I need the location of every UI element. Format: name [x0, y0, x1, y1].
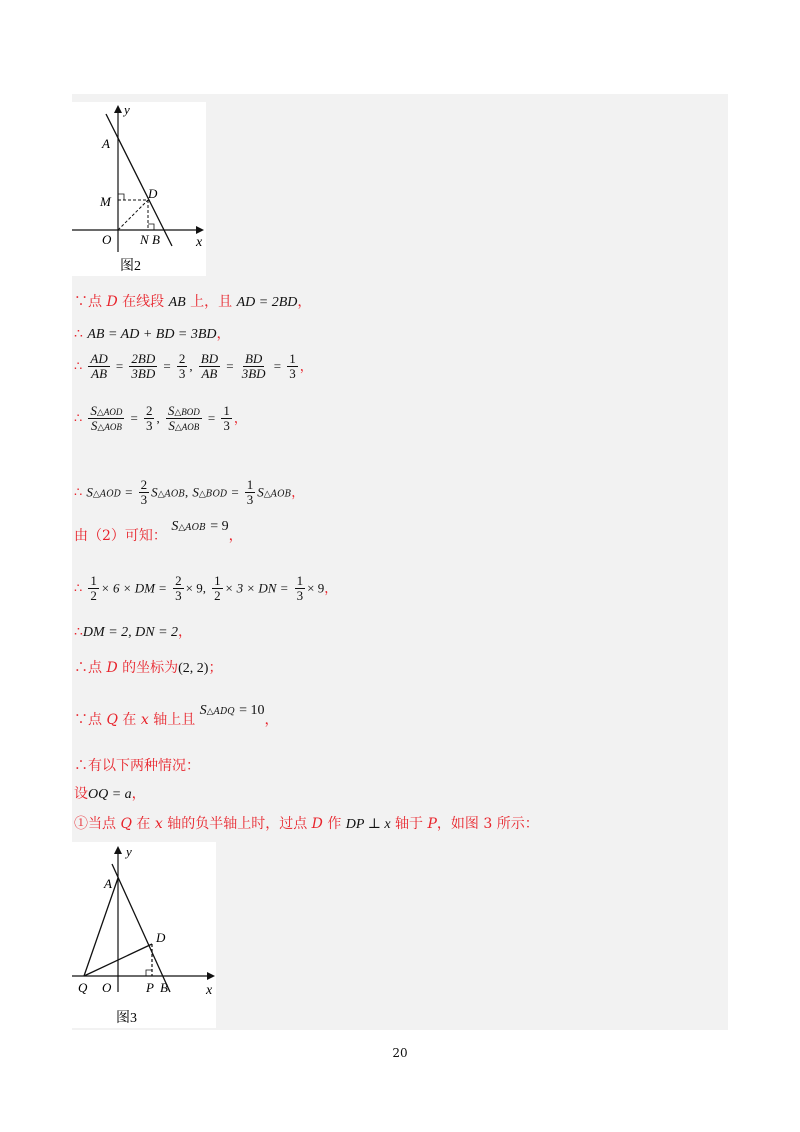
frac-3b: 3 [223, 418, 230, 434]
line-10 [74, 624, 192, 642]
line-7 [74, 574, 337, 604]
eq: = [273, 358, 282, 374]
text-segment: ， [297, 294, 312, 310]
figure-3-diagram [72, 842, 216, 1028]
sep: , [184, 484, 189, 500]
line-4-lead: ∴ [74, 411, 83, 427]
sub-aob2: △AOB [174, 422, 200, 433]
frac-3: 3 [175, 588, 182, 604]
line-13 [74, 758, 200, 775]
text-segment: OQ = a [88, 787, 132, 802]
s-aod: S [90, 403, 97, 418]
sep: , [189, 358, 193, 374]
sub-bod: △BOD [198, 489, 228, 500]
s-aod: S [86, 484, 93, 500]
eq-9: = 9 [210, 519, 229, 534]
eq: = [115, 358, 124, 374]
s-aob: S [90, 418, 98, 434]
line-15 [74, 816, 539, 834]
text-segment: Q [120, 816, 132, 832]
figure-2-diagram [72, 102, 206, 276]
fig2-label-n: N [140, 232, 149, 247]
text-segment: DM = 2, DN = 2 [82, 625, 179, 640]
frac-3b: 3 [289, 366, 296, 382]
eq: = [226, 358, 234, 374]
line-11 [74, 660, 222, 678]
frac-1: 1 [223, 403, 230, 418]
line-7-lead: ∴ [74, 581, 83, 597]
text-segment: 轴于 [390, 816, 428, 832]
fig3-label-x: x [206, 983, 213, 998]
line-6 [74, 519, 243, 546]
s-aob: S [171, 519, 179, 534]
text-segment: 设 [74, 786, 88, 802]
frac-2: 2 [140, 477, 148, 492]
text-segment: ∴点 [74, 660, 107, 676]
fig3-label-p: P [146, 980, 154, 995]
sub-aob: △AOB [157, 489, 185, 500]
s-bod: S [167, 403, 175, 418]
sep: , [156, 410, 160, 426]
page-number: 20 [392, 1046, 408, 1060]
text-segment: ①当点 [74, 816, 121, 832]
text-segment: 的坐标为 [117, 660, 179, 676]
s-bod: S [192, 484, 199, 500]
expr-4: × 9 [307, 580, 325, 596]
fig2-label-o: O [102, 232, 112, 247]
fig3-label-y: y [126, 844, 132, 859]
text-segment: ， [216, 326, 231, 342]
line-1 [74, 294, 311, 312]
text-segment: ， [178, 624, 193, 640]
fig2-label-a: A [102, 136, 110, 151]
text-segment: ∴ [74, 624, 83, 640]
eq: = [125, 484, 133, 500]
text-segment: ∵点 [74, 294, 107, 310]
sub-aob: △AOB [97, 422, 122, 433]
frac-1: 1 [289, 351, 296, 366]
eq: = [231, 484, 239, 500]
fig3-caption: 图3 [116, 1011, 137, 1026]
fig3-label-b: B [160, 980, 168, 995]
text-segment: D [311, 816, 323, 832]
expr-3: × 3 × DN = [224, 580, 289, 596]
text-segment: ， [131, 786, 146, 802]
frac-ab2: AB [201, 366, 218, 382]
text-segment: x [154, 816, 163, 832]
text-segment: AD = 2BD [236, 295, 298, 310]
text-segment: ； [208, 660, 223, 676]
text-segment: AB = AD + BD = 3BD [87, 327, 217, 342]
line-6-lead: 由（2）可知： [74, 528, 167, 544]
text-segment: 在 [131, 816, 155, 832]
text-segment: D [106, 660, 118, 676]
line-12-lead: ∵点 [74, 712, 107, 728]
text-segment: AB [168, 295, 186, 310]
fig3-label-a: A [104, 876, 112, 891]
line-3 [74, 352, 313, 382]
sub-adq: △ADQ [206, 707, 235, 717]
frac-2: 2 [90, 588, 97, 604]
frac-3c: 3 [296, 588, 304, 604]
s-adq: S [199, 703, 207, 718]
end: ， [228, 528, 243, 544]
line-12 [74, 703, 279, 730]
fig2-label-d: D [148, 186, 158, 201]
frac-3: 3 [140, 492, 148, 508]
text-segment: ∴有以下两种情况： [74, 758, 200, 774]
expr-2: × 9, [185, 580, 206, 596]
line-2 [74, 326, 231, 344]
frac-1c: 1 [296, 573, 304, 588]
q: Q [106, 712, 118, 728]
text-segment: ，如图 3 所示： [436, 816, 539, 832]
frac-2bd: 2BD [131, 351, 156, 366]
line-3-lead: ∴ [74, 359, 83, 375]
frac-2: 2 [178, 351, 186, 366]
fig2-label-m: M [100, 194, 111, 209]
frac-bd2: BD [244, 351, 263, 366]
eq: = [163, 358, 171, 374]
eq-10: = 10 [239, 703, 265, 718]
frac-3b: 3 [246, 492, 254, 508]
frac-2b: 2 [214, 588, 221, 604]
frac-2: 2 [175, 573, 182, 588]
line-5 [74, 478, 304, 508]
text-segment: (2, 2) [178, 661, 209, 676]
sub-aod: △AOD [92, 489, 121, 500]
text-segment: 作 [322, 816, 346, 832]
end: ， [291, 485, 305, 501]
end: ， [264, 712, 279, 728]
end: ， [299, 359, 313, 375]
fig2-label-y: y [124, 102, 130, 117]
line-4 [74, 404, 247, 434]
mid: 在 [117, 712, 141, 728]
text-segment: ∴ [74, 326, 88, 342]
figure-3 [72, 842, 216, 1028]
fig3-label-q: Q [78, 980, 88, 995]
line-5-lead: ∴ [74, 485, 83, 501]
frac-3bd: 3BD [131, 366, 156, 382]
fig3-label-d: D [156, 930, 166, 945]
sub-aob2: △AOB [263, 489, 292, 500]
frac-1: 1 [90, 573, 97, 588]
sub-bod: △BOD [174, 407, 200, 417]
sub-aob: △AOB [178, 523, 206, 533]
fig3-label-o: O [102, 980, 112, 995]
text-segment: P [427, 816, 437, 832]
frac-3: 3 [145, 418, 153, 434]
end: ， [324, 581, 338, 597]
frac-1: 1 [246, 477, 254, 492]
text-segment: D [106, 294, 118, 310]
sub-aod: △AOD [96, 407, 123, 417]
eq: = [207, 410, 216, 426]
s-aob2: S [168, 418, 175, 434]
figure-2 [72, 102, 206, 276]
fig2-label-b: B [152, 232, 160, 247]
frac-3bd2: 3BD [241, 366, 266, 382]
frac-2: 2 [145, 403, 153, 418]
x: x [140, 712, 149, 728]
frac-1b: 1 [214, 573, 221, 588]
end: ， [233, 411, 247, 427]
s-aob: S [151, 484, 158, 500]
frac-3: 3 [178, 366, 186, 382]
text-segment: DP ⊥ x [345, 817, 391, 832]
tail: 轴上且 [148, 712, 196, 728]
s-aob2: S [257, 484, 264, 500]
frac-ad: AD [90, 351, 108, 366]
fig2-label-x: x [196, 235, 203, 250]
expr-1: × 6 × DM = [100, 580, 167, 596]
text-segment: 上，且 [185, 294, 237, 310]
frac-bd: BD [200, 351, 219, 366]
text-segment: 在线段 [117, 294, 169, 310]
fig2-caption: 图2 [120, 259, 141, 274]
text-segment: 轴的负半轴上时，过点 [162, 816, 312, 832]
line-14 [74, 786, 146, 804]
frac-ab: AB [91, 366, 108, 382]
eq: = [130, 410, 138, 426]
